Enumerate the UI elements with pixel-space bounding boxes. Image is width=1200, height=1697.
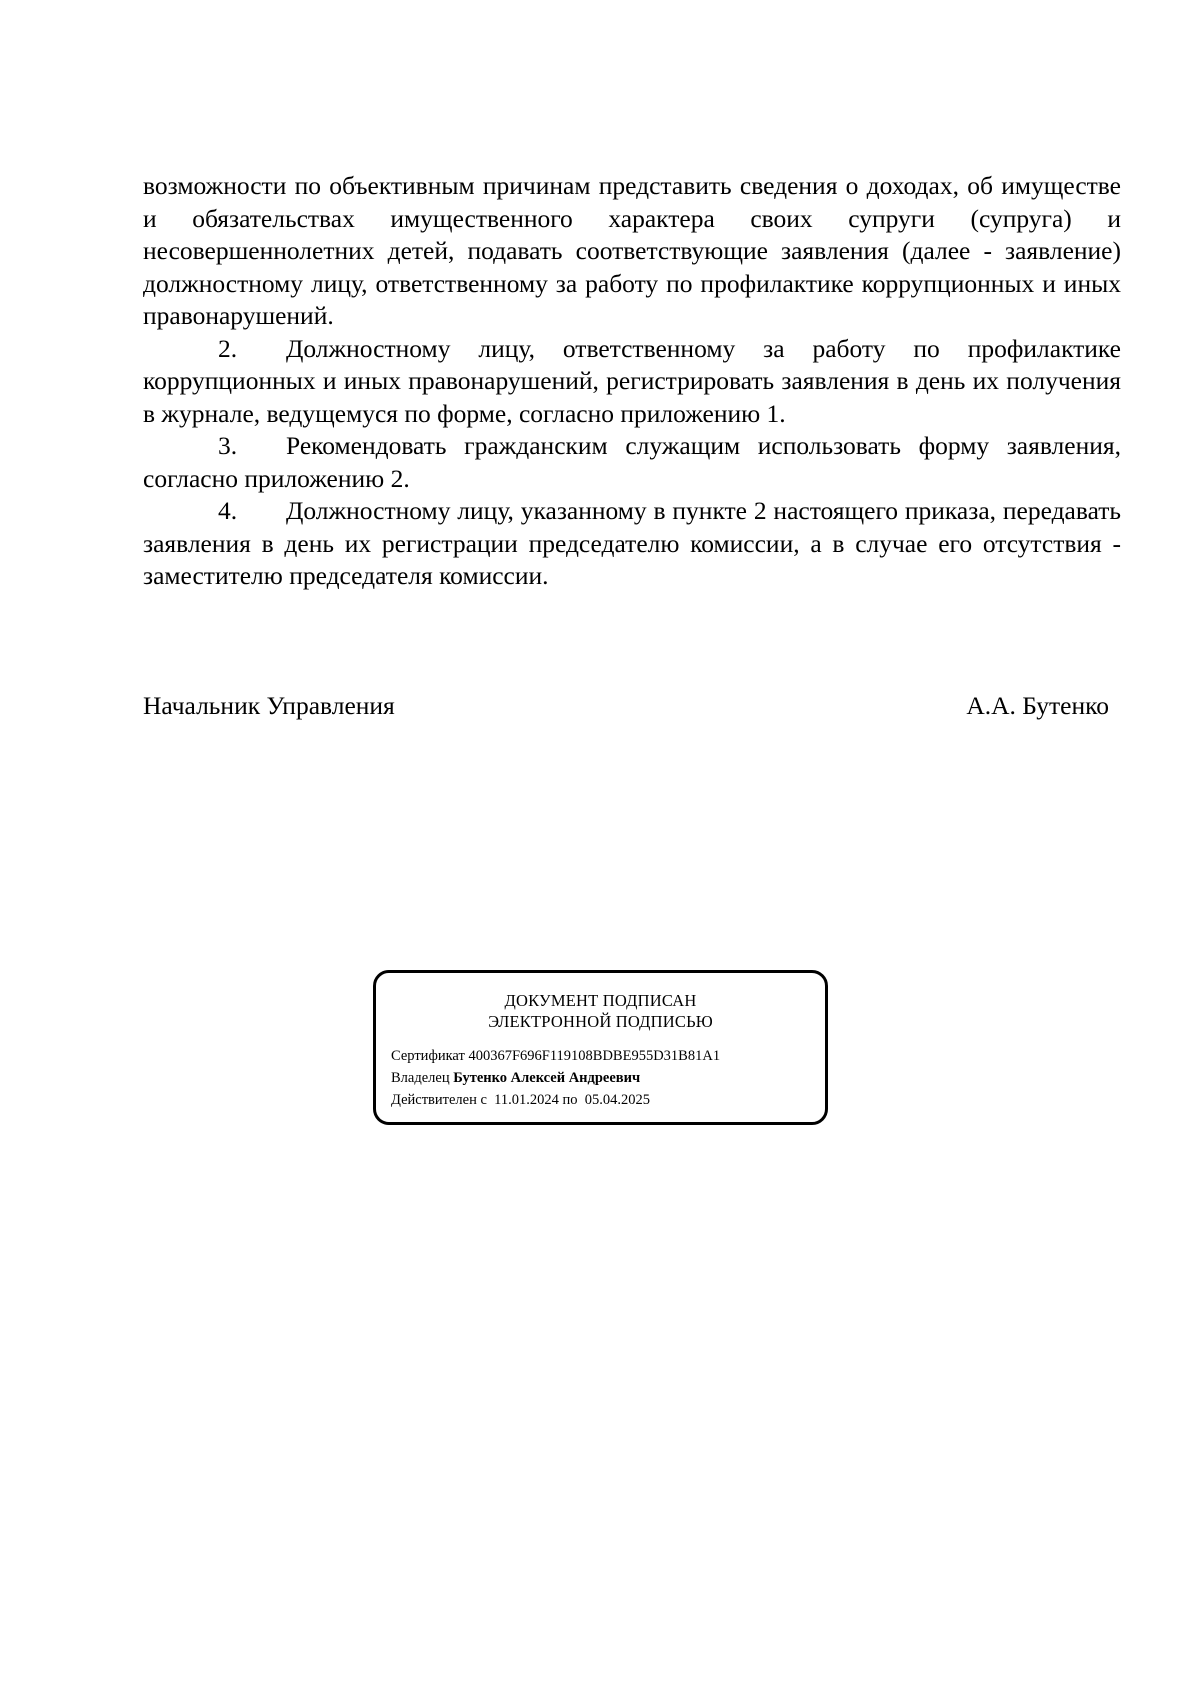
certificate-value: 400367F696F119108BDBE955D31B81A1: [468, 1048, 721, 1064]
signature-block: [143, 690, 1109, 722]
list-item-number: 2.: [218, 333, 238, 363]
list-item-text: Рекомендовать гражданским служащим использовать форму заявления, согласно приложению 2.: [143, 431, 1121, 493]
valid-to-label: по: [562, 1092, 578, 1108]
stamp-validity-line: [391, 1089, 825, 1111]
stamp-title-line: ЭЛЕКТРОННОЙ ПОДПИСЬЮ: [488, 1012, 713, 1031]
valid-label: Действителен с: [391, 1092, 487, 1108]
stamp-title: [376, 990, 825, 1032]
stamp-details: [391, 1045, 825, 1111]
paragraph-continuation: возможности по объективным причинам представить сведения о доходах, об имуществе и обязательствах имущественного характера своих супруги (супруга) и несовершеннолетних детей, подавать соответствующие заявления (далее - заявление) должностному лицу, ответственному за работу по профилактике коррупционных и иных правонарушений.: [143, 171, 1121, 330]
certificate-label: Сертификат: [391, 1048, 465, 1064]
stamp-owner-line: [391, 1067, 825, 1089]
list-item-number: 3.: [218, 431, 238, 460]
valid-from: 11.01.2024: [494, 1092, 559, 1108]
signer-position: Начальник Управления: [143, 691, 395, 720]
signer-name: А.А. Бутенко: [966, 691, 1109, 720]
stamp-certificate-line: [391, 1045, 825, 1067]
list-item-text: Должностному лицу, указанному в пункте 2 настоящего приказа, передавать заявления в день их регистрации председателю комиссии, а в случае его отсутствия - заместителю председателя комиссии.: [143, 496, 1121, 590]
electronic-signature-stamp: [373, 970, 828, 1125]
valid-to: 05.04.2025: [584, 1092, 651, 1108]
owner-value: Бутенко Алексей Андреевич: [453, 1070, 641, 1086]
list-item: [143, 430, 1121, 495]
list-item: [143, 495, 1121, 593]
owner-label: Владелец: [391, 1070, 450, 1086]
stamp-title-line: ДОКУМЕНТ ПОДПИСАН: [504, 991, 697, 1010]
document-body: [143, 170, 1121, 593]
list-item-number: 4.: [218, 496, 238, 525]
list-item-text: Должностному лицу, ответственному за работу по профилактике коррупционных и иных правонарушений, регистрировать заявления в день их получения в журнале, ведущемуся по форме, согласно приложению 1.: [143, 333, 1121, 428]
list-item: [143, 333, 1121, 431]
